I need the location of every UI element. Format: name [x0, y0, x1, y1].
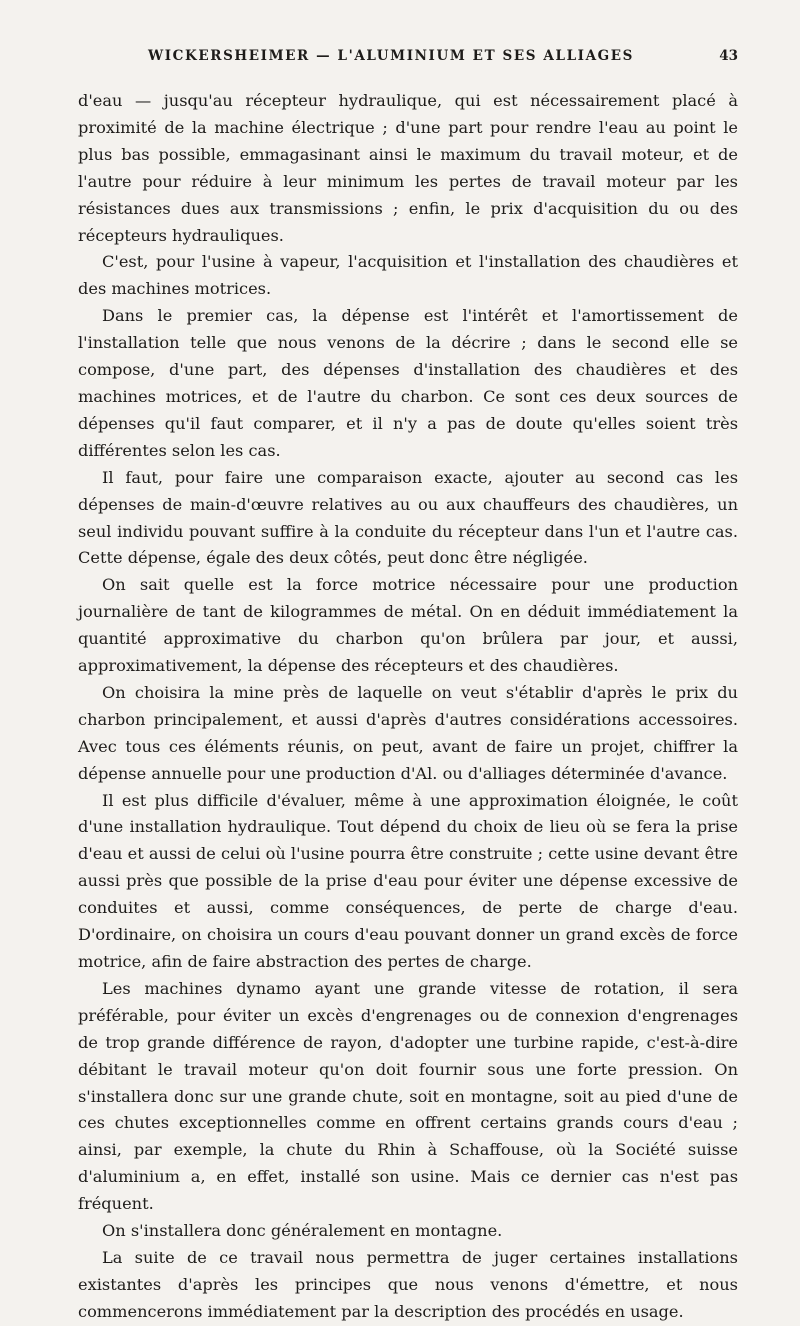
body-text — [78, 88, 738, 1326]
paragraph: d'eau — jusqu'au récepteur hydraulique, qui est nécessairement placé à proximité de la machine électrique ; d'une part pour rendre l'eau au point le plus bas possible, emmagasinant ainsi le maximum du travail moteur, et de l'autre pour réduire à leur minimum les pertes de travail moteur par les résistances dues aux transmissions ; enfin, le prix d'acquisition du ou des récepteurs hydrauliques. — [78, 91, 738, 245]
paragraph: On s'installera donc généralement en montagne. — [102, 1221, 503, 1241]
page-number: 43 — [719, 48, 738, 64]
page-header — [78, 48, 738, 68]
paragraph: Il est plus difficile d'évaluer, même à une approximation éloignée, le coût d'une installation hydraulique. Tout dépend du choix de lieu où se fera la prise d'eau et aussi de celui où l'usine pourra être construite ; cette usine devant être aussi près que possible de la prise d'eau pour éviter une dépense excessive de conduites et aussi, comme conséquences, de perte de charge d'eau. D'ordinaire, on choisira un cours d'eau pouvant donner un grand excès de force motrice, afin de faire abstraction des pertes de charge. — [78, 790, 738, 971]
paragraph: On sait quelle est la force motrice nécessaire pour une production journalière de tant de kilogrammes de métal. On en déduit immédiatement la quantité approximative du charbon qu'on brûlera par jour, et aussi, approximativement, la dépense des récepteurs et des chaudières. — [78, 575, 738, 676]
paragraph: On choisira la mine près de laquelle on veut s'établir d'après le prix du charbon principalement, et aussi d'après d'autres considérations accessoires. Avec tous ces éléments réunis, on peut, avant de faire un projet, chiffrer la dépense annuelle pour une production d'Al. ou d'alliages déterminée d'avance. — [78, 682, 738, 783]
running-title: WICKERSHEIMER — L'ALUMINIUM ET SES ALLIAGES — [148, 48, 635, 64]
paragraph: Les machines dynamo ayant une grande vitesse de rotation, il sera préférable, pour éviter un excès d'engrenages ou de connexion d'engrenages de trop grande différence de rayon, d'adopter une turbine rapide, c'est-à-dire débitant le travail moteur qu'on doit fournir sous une forte pression. On s'installera donc sur une grande chute, soit en montagne, soit au pied d'une de ces chutes exceptionnelles comme en offrent certains grands cours d'eau ; ainsi, par exemple, la chute du Rhin à Schaffouse, où la Société suisse d'aluminium a, en effet, installé son usine. Mais ce dernier cas n'est pas fréquent. — [78, 978, 738, 1214]
paragraph: C'est, pour l'usine à vapeur, l'acquisition et l'installation des chaudières et des machines motrices. — [78, 252, 738, 299]
paragraph: Il faut, pour faire une comparaison exacte, ajouter au second cas les dépenses de main-d'œuvre relatives au ou aux chauffeurs des chaudières, un seul individu pouvant suffire à la conduite du récepteur dans l'un et l'autre cas. Cette dépense, égale des deux côtés, peut donc être négligée. — [78, 467, 738, 568]
paragraph: Dans le premier cas, la dépense est l'intérêt et l'amortissement de l'installation telle que nous venons de la décrire ; dans le second elle se compose, d'une part, des dépenses d'installation des chaudières et des machines motrices, et de l'autre du charbon. Ce sont ces deux sources de dépenses qu'il faut comparer, et il n'y a pas de doute qu'elles soient très différentes selon les cas. — [78, 306, 738, 460]
paragraph: La suite de ce travail nous permettra de juger certaines installations existantes d'après les principes que nous venons d'émettre, et nous commencerons immédiatement par la description des procédés en usage. — [78, 1247, 738, 1321]
